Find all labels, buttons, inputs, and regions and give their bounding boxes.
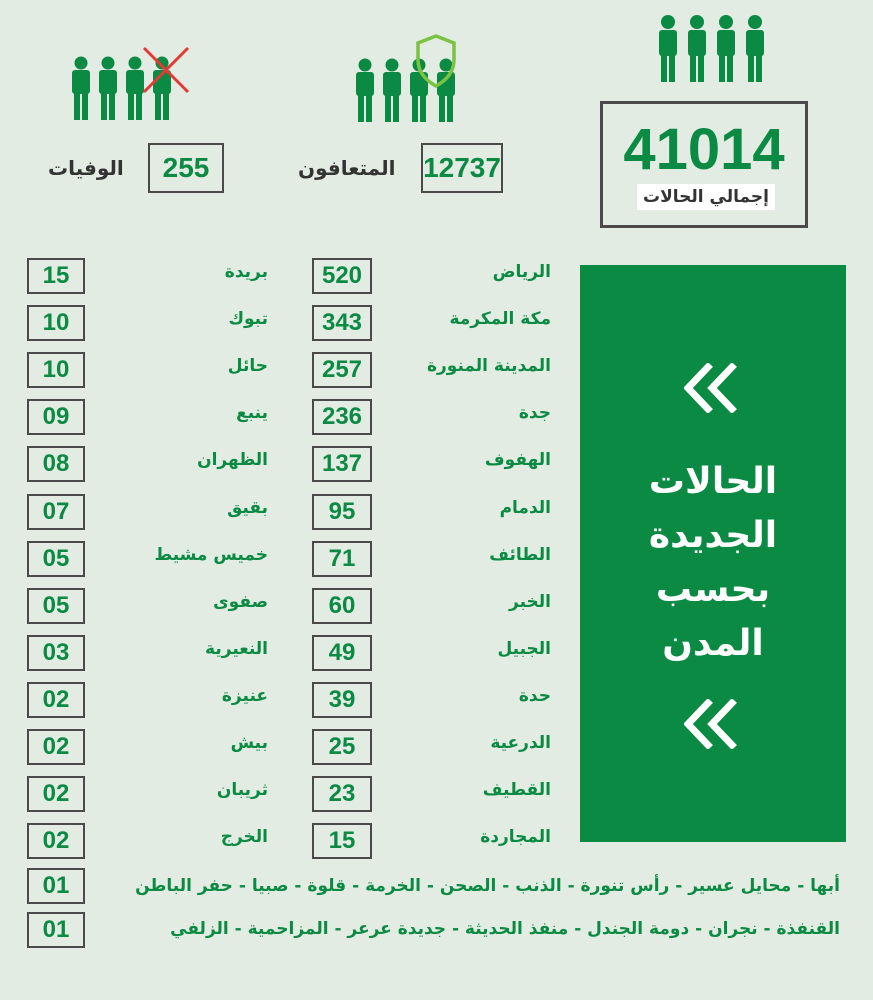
city-count: 05 [27, 588, 85, 624]
other-cities-count: 01 [27, 868, 85, 904]
city-name: حائل [227, 356, 268, 376]
city-name: ينبع [236, 403, 268, 423]
city-count: 10 [27, 352, 85, 388]
city-name: القطيف [482, 780, 551, 800]
other-cities-count: 01 [27, 912, 85, 948]
city-count: 343 [312, 305, 372, 341]
double-chevron-left-icon [684, 699, 740, 749]
city-count: 60 [312, 588, 372, 624]
people-cross-icon [68, 44, 192, 124]
city-name: بيش [230, 733, 268, 753]
city-name: الجبيل [497, 639, 551, 659]
city-count: 02 [27, 682, 85, 718]
city-name: صفوى [213, 592, 268, 612]
panel-title-line: الجديدة [648, 515, 778, 556]
city-count: 03 [27, 635, 85, 671]
panel-title [580, 455, 846, 671]
new-cases-by-city-panel [580, 265, 846, 842]
city-name: الدرعية [490, 733, 551, 753]
double-chevron-left-icon [684, 363, 740, 413]
city-count: 520 [312, 258, 372, 294]
city-count: 23 [312, 776, 372, 812]
city-name: المجاردة [480, 827, 551, 847]
city-count: 15 [27, 258, 85, 294]
panel-title-line: المدن [662, 623, 764, 664]
city-count: 02 [27, 729, 85, 765]
city-name: عنيزة [221, 686, 268, 706]
city-name: الطائف [489, 545, 551, 565]
city-name: بريدة [224, 262, 268, 282]
city-count: 137 [312, 446, 372, 482]
city-name: النعيرية [205, 639, 268, 659]
city-count: 71 [312, 541, 372, 577]
recovered-value: 12737 [421, 143, 503, 193]
city-count: 95 [312, 494, 372, 530]
deaths-label: الوفيات [48, 156, 124, 180]
city-name: الرياض [492, 262, 551, 282]
city-name: تبوك [228, 309, 268, 329]
deaths-value: 255 [148, 143, 224, 193]
panel-title-line: بحسب [655, 569, 771, 610]
total-cases-box [600, 101, 808, 228]
total-cases-value: 41014 [623, 117, 785, 182]
city-count: 02 [27, 776, 85, 812]
city-name: خميس مشيط [154, 545, 268, 565]
people-shield-icon [352, 34, 470, 124]
city-name: الخرج [220, 827, 268, 847]
city-count: 257 [312, 352, 372, 388]
city-count: 02 [27, 823, 85, 859]
city-count: 10 [27, 305, 85, 341]
city-count: 15 [312, 823, 372, 859]
city-name: ثريبان [216, 780, 268, 800]
city-count: 05 [27, 541, 85, 577]
city-name: بقيق [227, 498, 268, 518]
city-name: الخبر [509, 592, 551, 612]
city-name: المدينة المنورة [426, 356, 551, 376]
city-name: الدمام [499, 498, 551, 518]
city-count: 236 [312, 399, 372, 435]
other-cities-list: أبها - محايل عسير - رأس تنورة - الذنب - الصحن - الخرمة - قلوة - صبيا - حفر الباطن [135, 876, 840, 896]
city-count: 07 [27, 494, 85, 530]
city-count: 09 [27, 399, 85, 435]
city-name: مكة المكرمة [449, 309, 551, 329]
panel-title-line: الحالات [648, 461, 778, 502]
city-count: 49 [312, 635, 372, 671]
city-name: الظهران [197, 450, 268, 470]
city-name: حدة [518, 686, 551, 706]
city-name: جدة [518, 403, 551, 423]
other-cities-list: القنفذة - نجران - دومة الجندل - منفذ الحديثة - جديدة عرعر - المزاحمية - الزلفي [170, 919, 840, 939]
total-cases-label: إجمالي الحالات [637, 184, 775, 210]
people-group-icon [655, 14, 769, 84]
recovered-label: المتعافون [298, 156, 396, 180]
city-count: 25 [312, 729, 372, 765]
city-count: 39 [312, 682, 372, 718]
city-count: 08 [27, 446, 85, 482]
city-name: الهفوف [484, 450, 551, 470]
